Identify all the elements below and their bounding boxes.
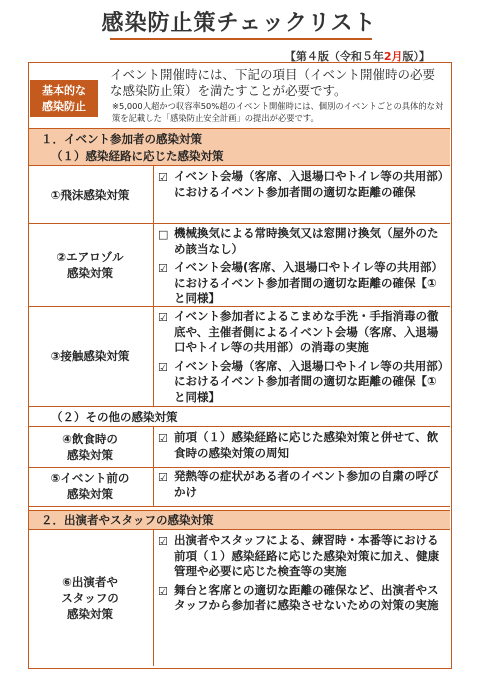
row-label: ③接触感染対策: [50, 349, 130, 363]
check-item: ☑ イベント会場（客席、入退場口やトイレ等の共用部）におけるイベント参加者間の適切な距離の確保: [158, 169, 444, 199]
basic-label: [30, 80, 98, 117]
basic-label-line2: 感染防止: [42, 100, 86, 113]
check-item: □ 機械換気による常時換気又は窓開け換気（屋外のため該当なし）: [158, 226, 439, 256]
row-body: [153, 530, 450, 666]
version-suffix: 版）】: [402, 50, 430, 63]
check-item: ☑ 出演者やスタッフによる、練習時・本番等における前項（１）感染経路に応じた感染対策に加え、健康管理や必要に応じた検査等の実施: [158, 533, 440, 578]
row-label: ②エアロゾル 感染対策: [56, 249, 124, 280]
row-label: ⑥出演者や スタッフの 感染対策: [61, 575, 119, 621]
row-label: ④飲食時の 感染対策: [62, 432, 118, 462]
checkbox-checked-icon: ☑: [158, 432, 168, 445]
check-item: ☑ 発熱等の症状がある者のイベント参加の自粛の呼びかけ: [158, 469, 439, 499]
basic-label-line1: 基本的な: [42, 84, 86, 97]
check-item: ☑ イベント会場(客席、入退場口やトイレ等の共用部）におけるイベント参加者間の適切な距離の確保【①と同様】: [158, 260, 443, 305]
row-1: [29, 166, 450, 224]
checkbox-checked-icon: ☑: [158, 360, 168, 374]
row-2: [29, 223, 450, 307]
title-underline: [110, 38, 372, 40]
version-prefix: 【第４版（令和５年: [284, 50, 384, 63]
row-3: [29, 306, 450, 407]
basic-note: ※5,000人超かつ収容率50%超のイベント開催時には、個別のイベントごとの具体的な対策を記載した「感染防止安全計画」の提出が必要です。: [112, 101, 444, 123]
row-body: [153, 166, 450, 223]
row-body: [153, 306, 450, 406]
subsection2-header: （２）その他の感染対策: [29, 408, 450, 426]
section2-header: ２．出演者やスタッフの感染対策: [29, 510, 450, 530]
checkbox-empty-icon: □: [158, 228, 169, 241]
section1-sub: （１）感染経路に応じた感染対策: [51, 149, 224, 163]
row-body: [153, 427, 450, 467]
row-5: [29, 466, 450, 507]
section1-header: [29, 128, 450, 166]
row-6: [29, 530, 450, 666]
row-4: [29, 426, 450, 468]
row-label: ①飛沫感染対策: [50, 187, 130, 202]
check-item: ☑ イベント参加者によるこまめな手洗・手指消毒の徹底や、主催者側によるイベント会場（客席、入退場口やトイレ等の共用部）の消毒の実施: [158, 309, 439, 354]
row-body: [153, 223, 450, 306]
check-item: ☑ イベント会場（客席、入退場口やトイレ等の共用部）におけるイベント参加者間の適切な距離の確保【①と同様】: [158, 358, 444, 404]
checkbox-checked-icon: ☑: [158, 584, 168, 598]
check-item: ☑ 前項（１）感染経路に応じた感染対策と併せて、飲食時の感染対策の周知: [158, 430, 439, 460]
version-month: 2月: [383, 50, 403, 63]
page-title: 感染防止策チェックリスト: [101, 11, 377, 36]
check-item: ☑ 舞台と客席との適切な距離の確保など、出演者やスタッフから参加者に感染させないための対策の実施: [158, 582, 439, 612]
basic-main-text: イベント開催時には、下記の項目（イベント開催時の必要な感染防止策）を満たすことが必要です。: [110, 67, 436, 98]
checkbox-checked-icon: ☑: [158, 311, 168, 324]
checkbox-checked-icon: ☑: [158, 471, 168, 484]
checkbox-checked-icon: ☑: [158, 171, 168, 184]
checkbox-checked-icon: ☑: [158, 262, 168, 275]
section1-title: １．イベント参加者の感染対策: [41, 132, 202, 146]
row-body: [153, 466, 450, 506]
row-label: ⑤イベント前の 感染対策: [50, 471, 130, 501]
checkbox-checked-icon: ☑: [158, 535, 168, 548]
